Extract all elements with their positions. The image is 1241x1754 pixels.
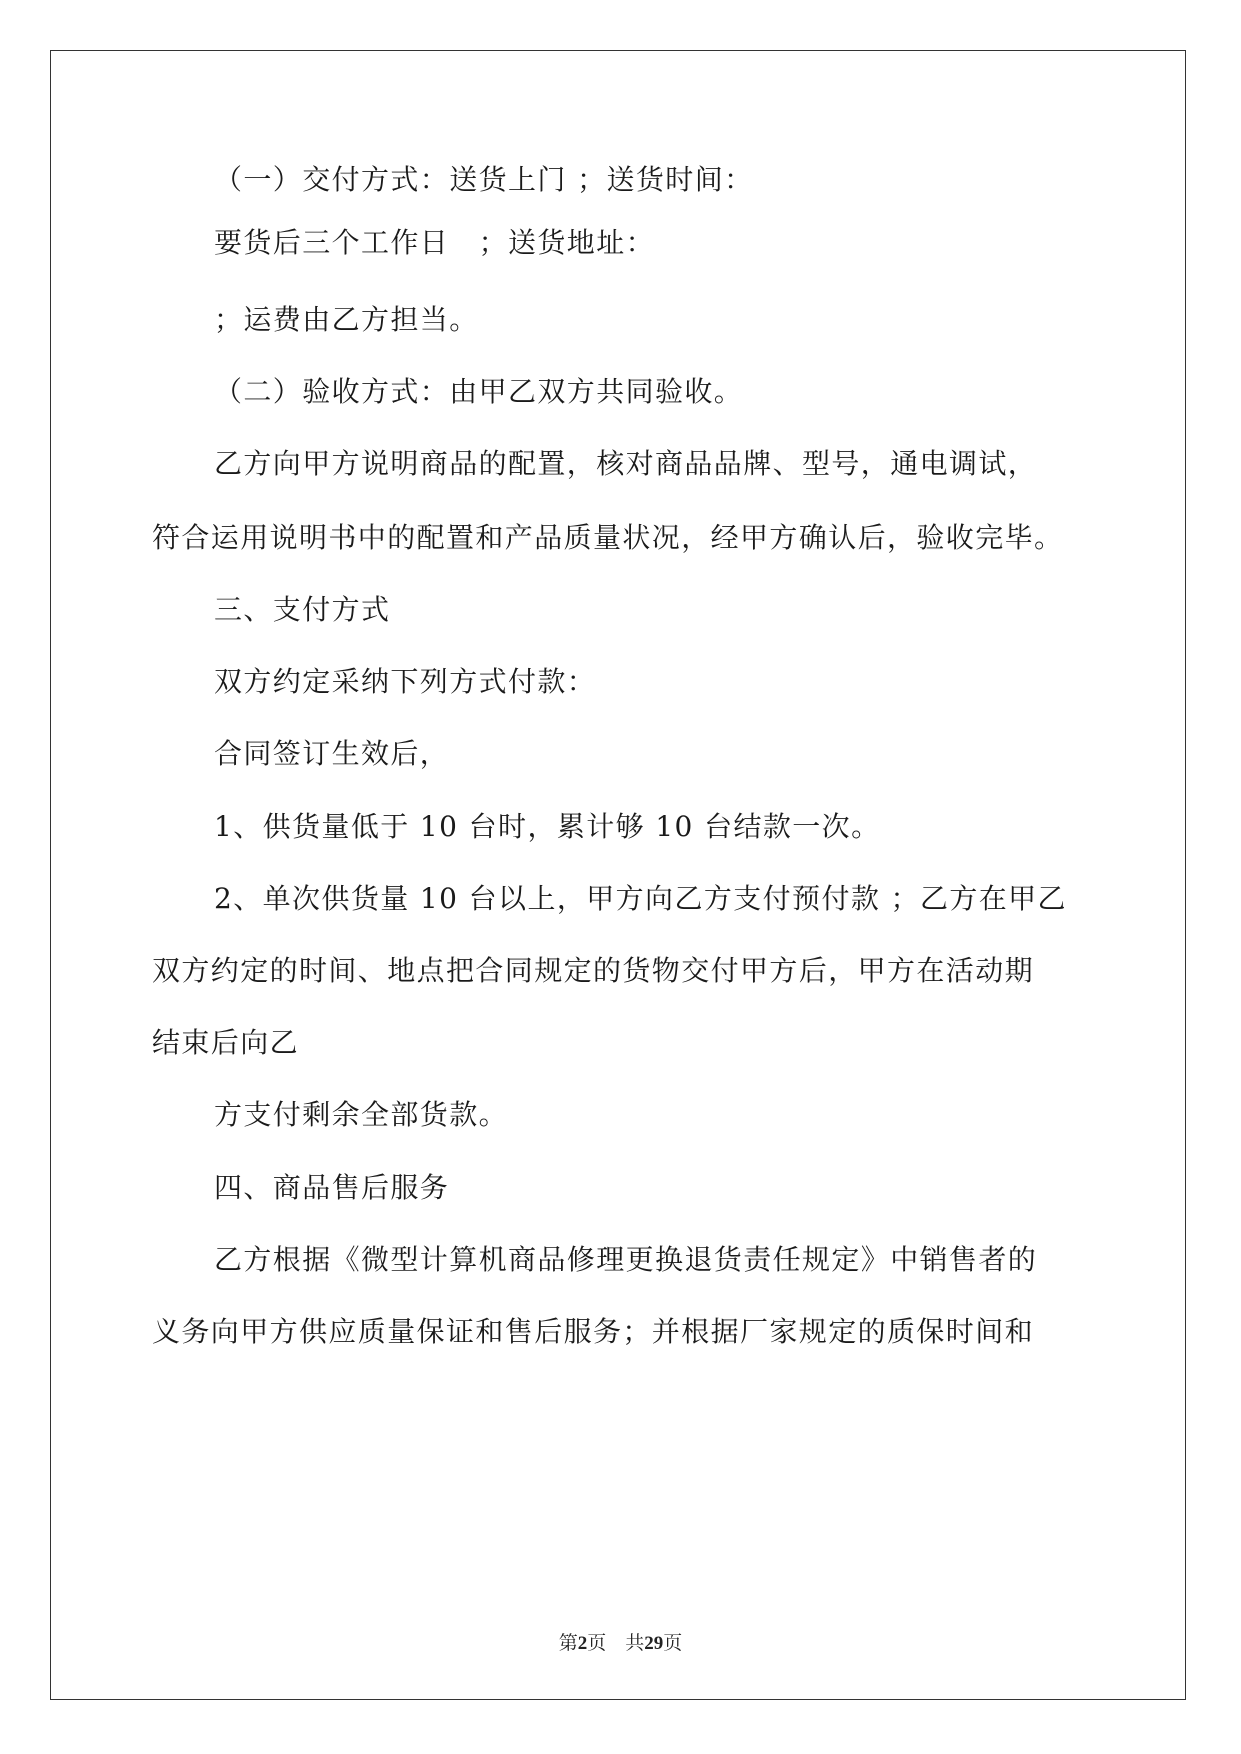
text-line: 义务向甲方供应质量保证和售后服务；并根据厂家规定的质保时间和 [152,1315,1035,1348]
text-line: （一）交付方式：送货上门 ；送货时间： [214,163,754,196]
section-heading: 三、支付方式 [214,593,391,626]
text-line: 2、单次供货量 10 台以上，甲方向乙方支付预付款 ；乙方在甲乙 [214,882,1067,915]
text-line: 方支付剩余全部货款。 [214,1098,509,1131]
footer-middle: 页 共 [587,1633,645,1654]
footer-suffix: 页 [663,1633,683,1654]
page-border [50,50,1186,1700]
text-line: 结束后向乙 [152,1026,300,1059]
text-line: 1、供货量低于 10 台时，累计够 10 台结款一次。 [214,810,881,843]
text-line: 要货后三个工作日 ；送货地址： [214,226,656,259]
page-footer [0,1628,1241,1655]
text-line: （二）验收方式：由甲乙双方共同验收。 [214,375,744,408]
text-line: 双方约定采纳下列方式付款： [214,665,597,698]
text-line: 乙方向甲方说明商品的配置，核对商品品牌、型号，通电调试， [214,447,1038,480]
text-line: 符合运用说明书中的配置和产品质量状况，经甲方确认后，验收完毕。 [152,521,1064,554]
text-line: 乙方根据《微型计算机商品修理更换退货责任规定》中销售者的 [214,1243,1038,1276]
current-page-number: 2 [577,1633,588,1654]
total-page-number: 29 [644,1633,664,1654]
section-heading: 四、商品售后服务 [214,1171,450,1204]
footer-prefix: 第 [558,1633,578,1654]
text-line: ；运费由乙方担当。 [214,303,479,336]
text-line: 合同签订生效后， [214,737,450,770]
text-line: 双方约定的时间、地点把合同规定的货物交付甲方后，甲方在活动期 [152,954,1035,987]
